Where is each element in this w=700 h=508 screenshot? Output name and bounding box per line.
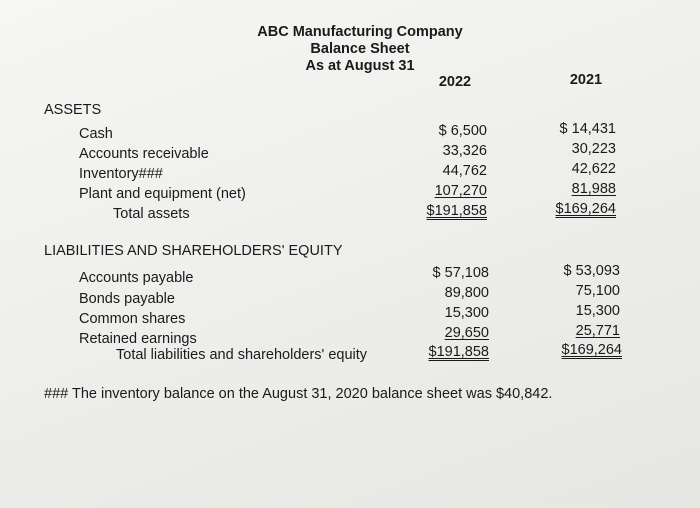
row-label-plant-equipment: Plant and equipment (net)	[79, 186, 246, 202]
row-label-accounts-receivable: Accounts receivable	[79, 146, 209, 162]
row-label-bonds-payable: Bonds payable	[79, 291, 175, 307]
value-retained-earnings-2021: 25,771	[575, 323, 620, 339]
row-label-inventory: Inventory###	[79, 166, 163, 182]
value-inventory-2022: 44,762	[442, 163, 487, 179]
value-accounts-receivable-2022: 33,326	[442, 143, 487, 159]
row-label-retained-earnings: Retained earnings	[79, 331, 197, 347]
total-assets-2021: $169,264	[555, 201, 616, 217]
value-bonds-payable-2021: 75,100	[575, 283, 620, 299]
value-cash-2022: $ 6,500	[438, 123, 487, 139]
value-common-shares-2022: 15,300	[444, 305, 489, 321]
value-common-shares-2021: 15,300	[575, 303, 620, 319]
value-plant-equipment-2022: 107,270	[434, 183, 487, 199]
value-accounts-payable-2022: $ 57,108	[432, 265, 489, 281]
row-label-cash: Cash	[79, 126, 113, 142]
column-header-2022: 2022	[438, 74, 472, 90]
value-bonds-payable-2022: 89,800	[444, 285, 489, 301]
company-name: ABC Manufacturing Company	[257, 24, 463, 40]
value-accounts-receivable-2021: 30,223	[571, 141, 616, 157]
total-liabilities-equity-label: Total liabilities and shareholders' equity	[116, 347, 368, 363]
statement-title: Balance Sheet	[310, 41, 410, 57]
value-accounts-payable-2021: $ 53,093	[563, 263, 620, 279]
value-retained-earnings-2022: 29,650	[444, 325, 489, 341]
liabilities-heading: LIABILITIES AND SHAREHOLDERS' EQUITY	[44, 243, 343, 259]
inventory-footnote: ### The inventory balance on the August 31, 2020 balance sheet was $40,842.	[44, 386, 553, 402]
column-header-2021: 2021	[569, 72, 603, 88]
total-assets-label: Total assets	[113, 206, 190, 222]
row-label-accounts-payable: Accounts payable	[79, 270, 194, 286]
assets-heading: ASSETS	[44, 102, 102, 118]
total-liabilities-equity-2021: $169,264	[561, 342, 622, 358]
statement-date: As at August 31	[305, 58, 415, 74]
row-label-common-shares: Common shares	[79, 311, 186, 327]
value-plant-equipment-2021: 81,988	[571, 181, 616, 197]
total-liabilities-equity-2022: $191,858	[428, 344, 489, 360]
value-inventory-2021: 42,622	[571, 161, 616, 177]
value-cash-2021: $ 14,431	[559, 121, 616, 137]
total-assets-2022: $191,858	[426, 203, 487, 219]
